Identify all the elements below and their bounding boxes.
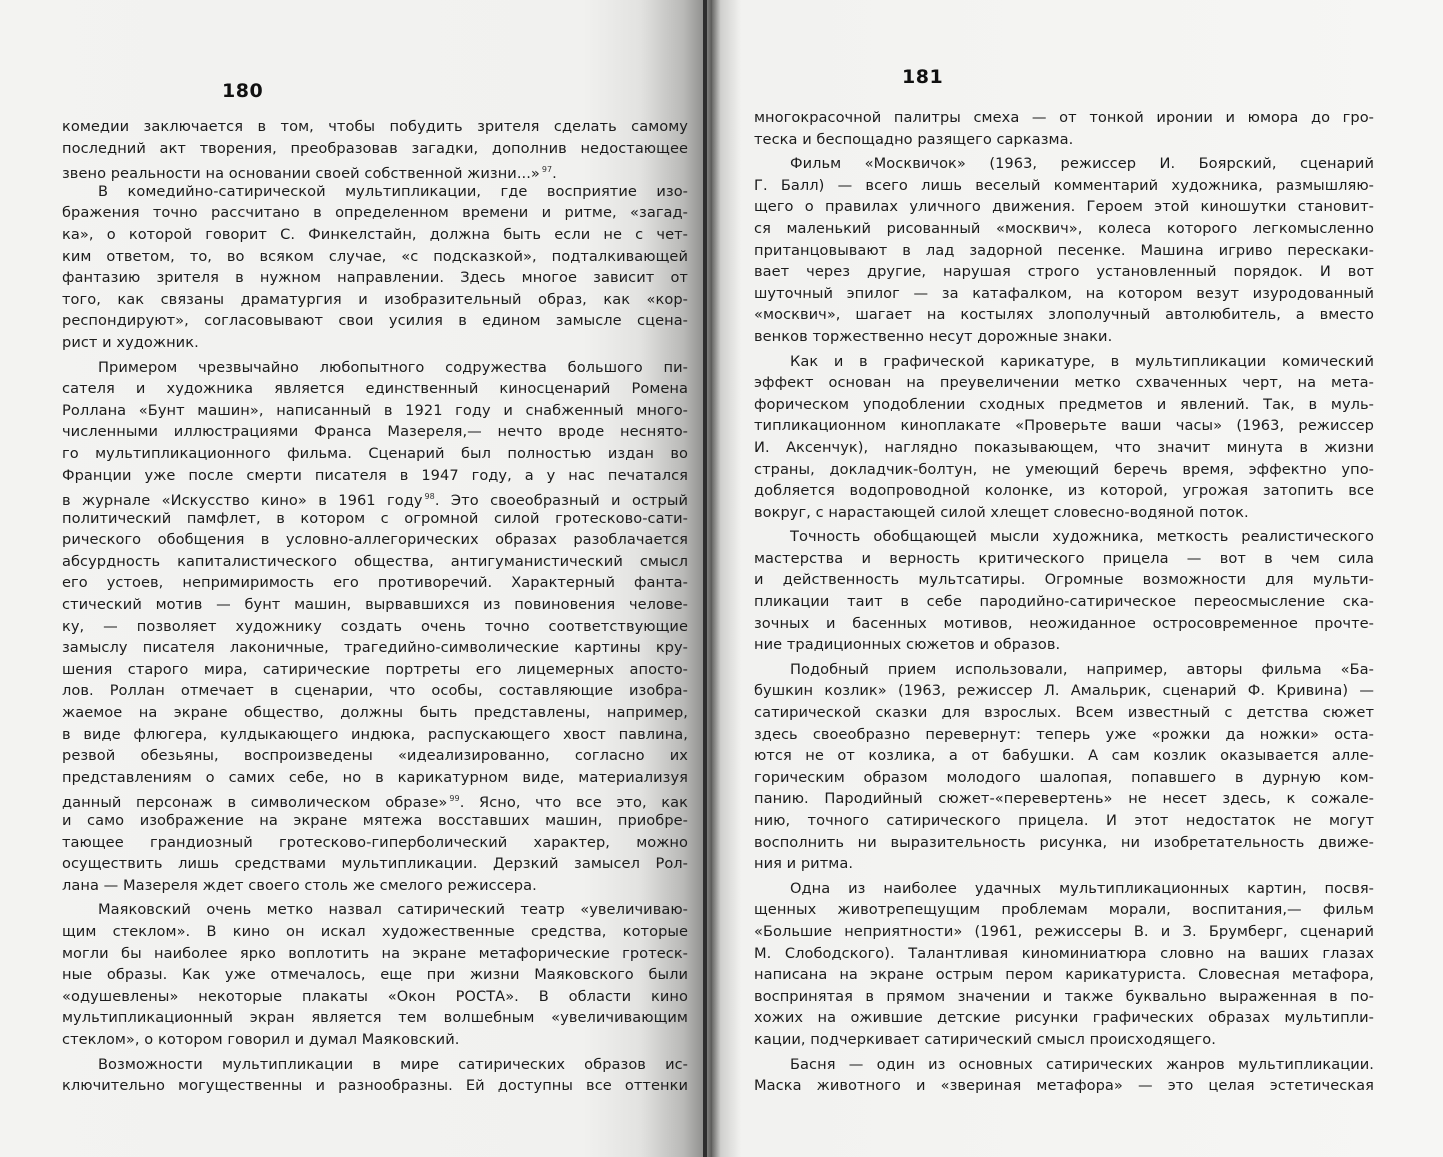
text-line: Г. Балл) — всего лишь веселый комментарий художника, размышляю- [754,176,1374,194]
text-line: М. Слободского). Талантливая киноминиатюра словно на ваших глазах [754,944,1374,962]
book-spine [703,0,707,1157]
text-line: бражения точно рассчитано в определенном времени и ритме, «загад- [62,204,688,222]
text-line: тающее грандиозный гротесково-гиперболический характер, можно [62,833,688,851]
line-text-tail: . Ясно, что все это, как [459,794,688,812]
footnote-ref: 98 [424,492,435,502]
text-line: лана — Мазереля ждет своего столь же смелого режиссера. [62,876,537,894]
text-line: Подобный прием использовали, например, авторы фильма «Ба- [790,660,1374,678]
page-number: 181 [902,66,944,88]
paragraph [754,526,1374,656]
footnote-ref: 99 [449,794,460,804]
text-line: горическим образом молодого шалопая, попавшего в дурную ком- [754,768,1374,786]
paragraph [754,1054,1374,1097]
line-text-tail: . [552,165,557,183]
left-page [0,0,712,1157]
text-line: численными иллюстрациями Франса Мазереля,— нечто вроде неснято- [62,423,688,441]
text-line: И. Аксенчук), наглядно показывающем, что значит минута в жизни [754,438,1374,456]
right-page [712,0,1443,1157]
line-text: данный персонаж в символическом образе» [62,794,448,812]
text-line: теска и беспощадно разящего сарказма. [754,130,1074,148]
text-line: того, как связаны драматургия и изобразительный образ, как «кор- [62,290,688,308]
text-line: здесь своеобразно перевернут: теперь уже «рожки да ножки» оста- [754,725,1374,743]
text-line: Примером чрезвычайно любопытного содружества большого пи- [98,358,688,376]
text-line: последний акт творения, преобразовав загадки, дополнив недостающее [62,139,688,157]
text-line: его устоев, непримиримость его противоречий. Характерный фанта- [62,574,688,592]
paragraph [62,357,688,897]
text-line: Фильм «Москвичок» (1963, режиссер И. Боярский, сценарий [790,155,1374,173]
text-line: многокрасочной палитры смеха — от тонкой иронии и юмора до гро- [754,109,1374,126]
line-text: звено реальности на основании своей собственной жизни...» [62,165,540,183]
text-line: и действенность мультсатиры. Огромные возможности для мульти- [754,571,1374,589]
text-line: воспринятая в прямом значении и также буквально выраженная в по- [754,987,1374,1005]
line-text: в журнале «Искусство кино» в 1961 году [62,492,423,510]
text-line: мастерства и верность критического прицела — вот в чем сила [754,549,1374,567]
body-text [754,107,1374,1097]
text-line: абсурдность капиталистического общества, антигуманистический смысл [62,552,688,570]
text-line: щим стеклом». В кино он искал художественные средства, которые [62,922,688,940]
paragraph [62,181,688,354]
text-line: фантазию зрителя в нужном направлении. Здесь многое зависит от [62,269,688,287]
text-line: В комедийно-сатирической мультипликации, где восприятие изо- [98,182,688,200]
text-line: хожих на ожившие детские рисунки графических образах мультипли- [754,1009,1374,1027]
text-line: го мультипликационного фильма. Сценарий был полностью издан во [62,444,688,462]
text-line: сателя и художника является единственный киносценарий Ромена [62,380,688,398]
text-line: пританцовывают в лад задорной песенке. Машина игриво перескаки- [754,241,1374,259]
text-line: эффект основан на преувеличении метко схваченных черт, на мета- [754,374,1374,392]
text-line: Франции уже после смерти писателя в 1947 году, а у нас печатался [62,466,688,484]
text-line: кации, подчеркивает сатирический смысл происходящего. [754,1030,1216,1048]
text-line: Одна из наиболее удачных мультипликационных картин, посвя- [790,879,1374,897]
text-line: ким ответом, то, во всяком случае, «с подсказкой», подталкивающей [62,247,688,265]
text-line: форическом уподоблении сходных предметов и явлений. Так, в муль- [754,395,1374,413]
text-line: ются не от козлика, а от бабушки. А сам козлик оказывается алле- [754,747,1374,765]
text-line: представлениям о самих себе, но в карикатурном виде, материализуя [62,768,688,786]
line-text-tail: . Это своеобразный и острый [434,492,688,510]
text-line: ключительно могущественны и разнообразны. Ей доступны все оттенки [62,1077,688,1095]
text-line: вокруг, с нарастающей силой хлещет словесно-водяной поток. [754,503,1249,521]
text-line: могли бы наиболее ярко воплотить на экране метафорические гротеск- [62,944,688,962]
text-line: мультипликационный экран является тем волшебным «увеличивающим [62,1009,688,1027]
text-line: ние традиционных сюжетов и образов. [754,636,1061,654]
text-line: Как и в графической карикатуре, в мультипликации комический [790,352,1374,370]
text-line: щенных животрепещущим проблемам морали, воспитания,— фильм [754,901,1374,919]
text-line: «одушевлены» некоторые плакаты «Окон РОСТА». В области кино [62,987,688,1005]
text-line: жаемое на экране общество, должны быть представлены, например, [62,704,688,722]
text-line: добляется водопроводной колонке, из которой, угрожая затопить все [754,482,1374,500]
footnote-ref: 97 [541,165,553,175]
text-line: комедии заключается в том, чтобы побудить зрителя сделать самому [62,118,688,135]
text-line: сатирической сказки для взрослых. Всем известный с детства сюжет [754,704,1374,722]
text-line: Басня — один из основных сатирических жанров мультипликации. [790,1055,1374,1073]
text-line: рического обобщения в условно-аллегорических образах разоблачается [62,531,688,549]
text-line: «москвич», шагает на костылях злополучный автолюбитель, а вместо [754,306,1374,324]
paragraph [754,878,1374,1051]
text-line: шения старого мира, сатирические портреты его лицемерных апосто- [62,660,688,678]
text-line [62,788,688,810]
paragraph [754,153,1374,347]
text-line: Возможности мультипликации в мире сатирических образов ис- [98,1055,688,1073]
text-line: восполнить ни выразительность рисунка, ни изобретательность движе- [754,833,1374,851]
text-line: политический памфлет, в котором с огромной силой гротесково-сати- [62,509,688,527]
page-number: 180 [222,80,264,102]
text-line: Маяковский очень метко назвал сатирический театр «увеличиваю- [98,901,688,919]
text-line: щего о правилах уличного движения. Героем этой киношутки становит- [754,198,1374,216]
text-line: стеклом», о котором говорил и думал Маяковский. [62,1030,460,1048]
text-line: страны, докладчик-болтун, не умеющий беречь время, эффектно упо- [754,460,1374,478]
text-line: венков торжественно несут дорожные знаки. [754,327,1113,345]
paragraph [62,899,688,1050]
text-line: ся маленький рисованный «москвич», колеса которого легкомысленно [754,219,1374,237]
text-line: ные образы. Как уже отмечалось, еще при жизни Маяковского были [62,966,688,984]
text-line: Точность обобщающей мысли художника, меткость реалистического [790,528,1374,546]
text-line: вает через другие, нарушая строго установленный порядок. И вот [754,263,1374,281]
text-line: осуществить лишь средствами мультипликации. Дерзкий замысел Рол- [62,855,688,873]
body-text [62,116,688,1097]
text-line: рист и художник. [62,333,199,351]
text-line: в виде флюгера, кулдыкающего индюка, распускающего хвост павлина, [62,725,688,743]
text-line: стический мотив — бунт машин, вырвавшихся из повиновения челове- [62,596,688,614]
text-line: ка», о которой говорит С. Финкелстайн, должна быть если не с чет- [62,225,688,243]
paragraph [62,116,688,181]
text-line [62,486,688,508]
text-line: зочных и басенных мотивов, неожиданное остросовременное прочте- [754,614,1374,632]
paragraph [62,1054,688,1097]
text-line: бушкин козлик» (1963, режиссер Л. Амальрик, сценарий Ф. Кривина) — [754,682,1374,700]
text-line: пликации таит в себе пародийно-сатирическое переосмысление ска- [754,593,1374,611]
text-line: респондируют», согласовывают свои усилия в едином замысле сцена- [62,312,688,330]
text-line: типликационном киноплакате «Проверьте ваши часы» (1963, режиссер [754,417,1374,435]
text-line: нию, точного сатирического прицела. И этот недостаток не могут [754,812,1374,829]
text-line: и само изображение на экране мятежа восставших машин, приобре- [62,812,688,829]
paragraph [754,107,1374,150]
text-line: резвой обезьяны, воспроизведены «идеализированно, согласно их [62,747,688,765]
text-line [62,159,688,181]
text-line: «Большие неприятности» (1961, режиссеры В. и З. Брумберг, сценарий [754,922,1374,940]
paragraph [754,351,1374,524]
text-line: ния и ритма. [754,855,854,873]
text-line: шуточный эпилог — за катафалком, на котором везут изуродованный [754,284,1374,302]
text-line: ку, — позволяет художнику создать очень точно соответствующие [62,617,688,635]
text-line: панию. Пародийный сюжет-«перевертень» не несет здесь, к сожале- [754,790,1374,808]
text-line: лов. Роллан отмечает в сценарии, что особы, составляющие изобра- [62,682,688,700]
text-line: написана на экране острым пером карикатуриста. Словесная метафора, [754,966,1374,984]
text-line: замыслу писателя лаконичные, трагедийно-символические картины кру- [62,639,688,657]
text-line: Роллана «Бунт машин», написанный в 1921 году и снабженный много- [62,401,688,419]
paragraph [754,659,1374,875]
text-line: Маска животного и «звериная метафора» — это целая эстетическая [754,1077,1374,1095]
